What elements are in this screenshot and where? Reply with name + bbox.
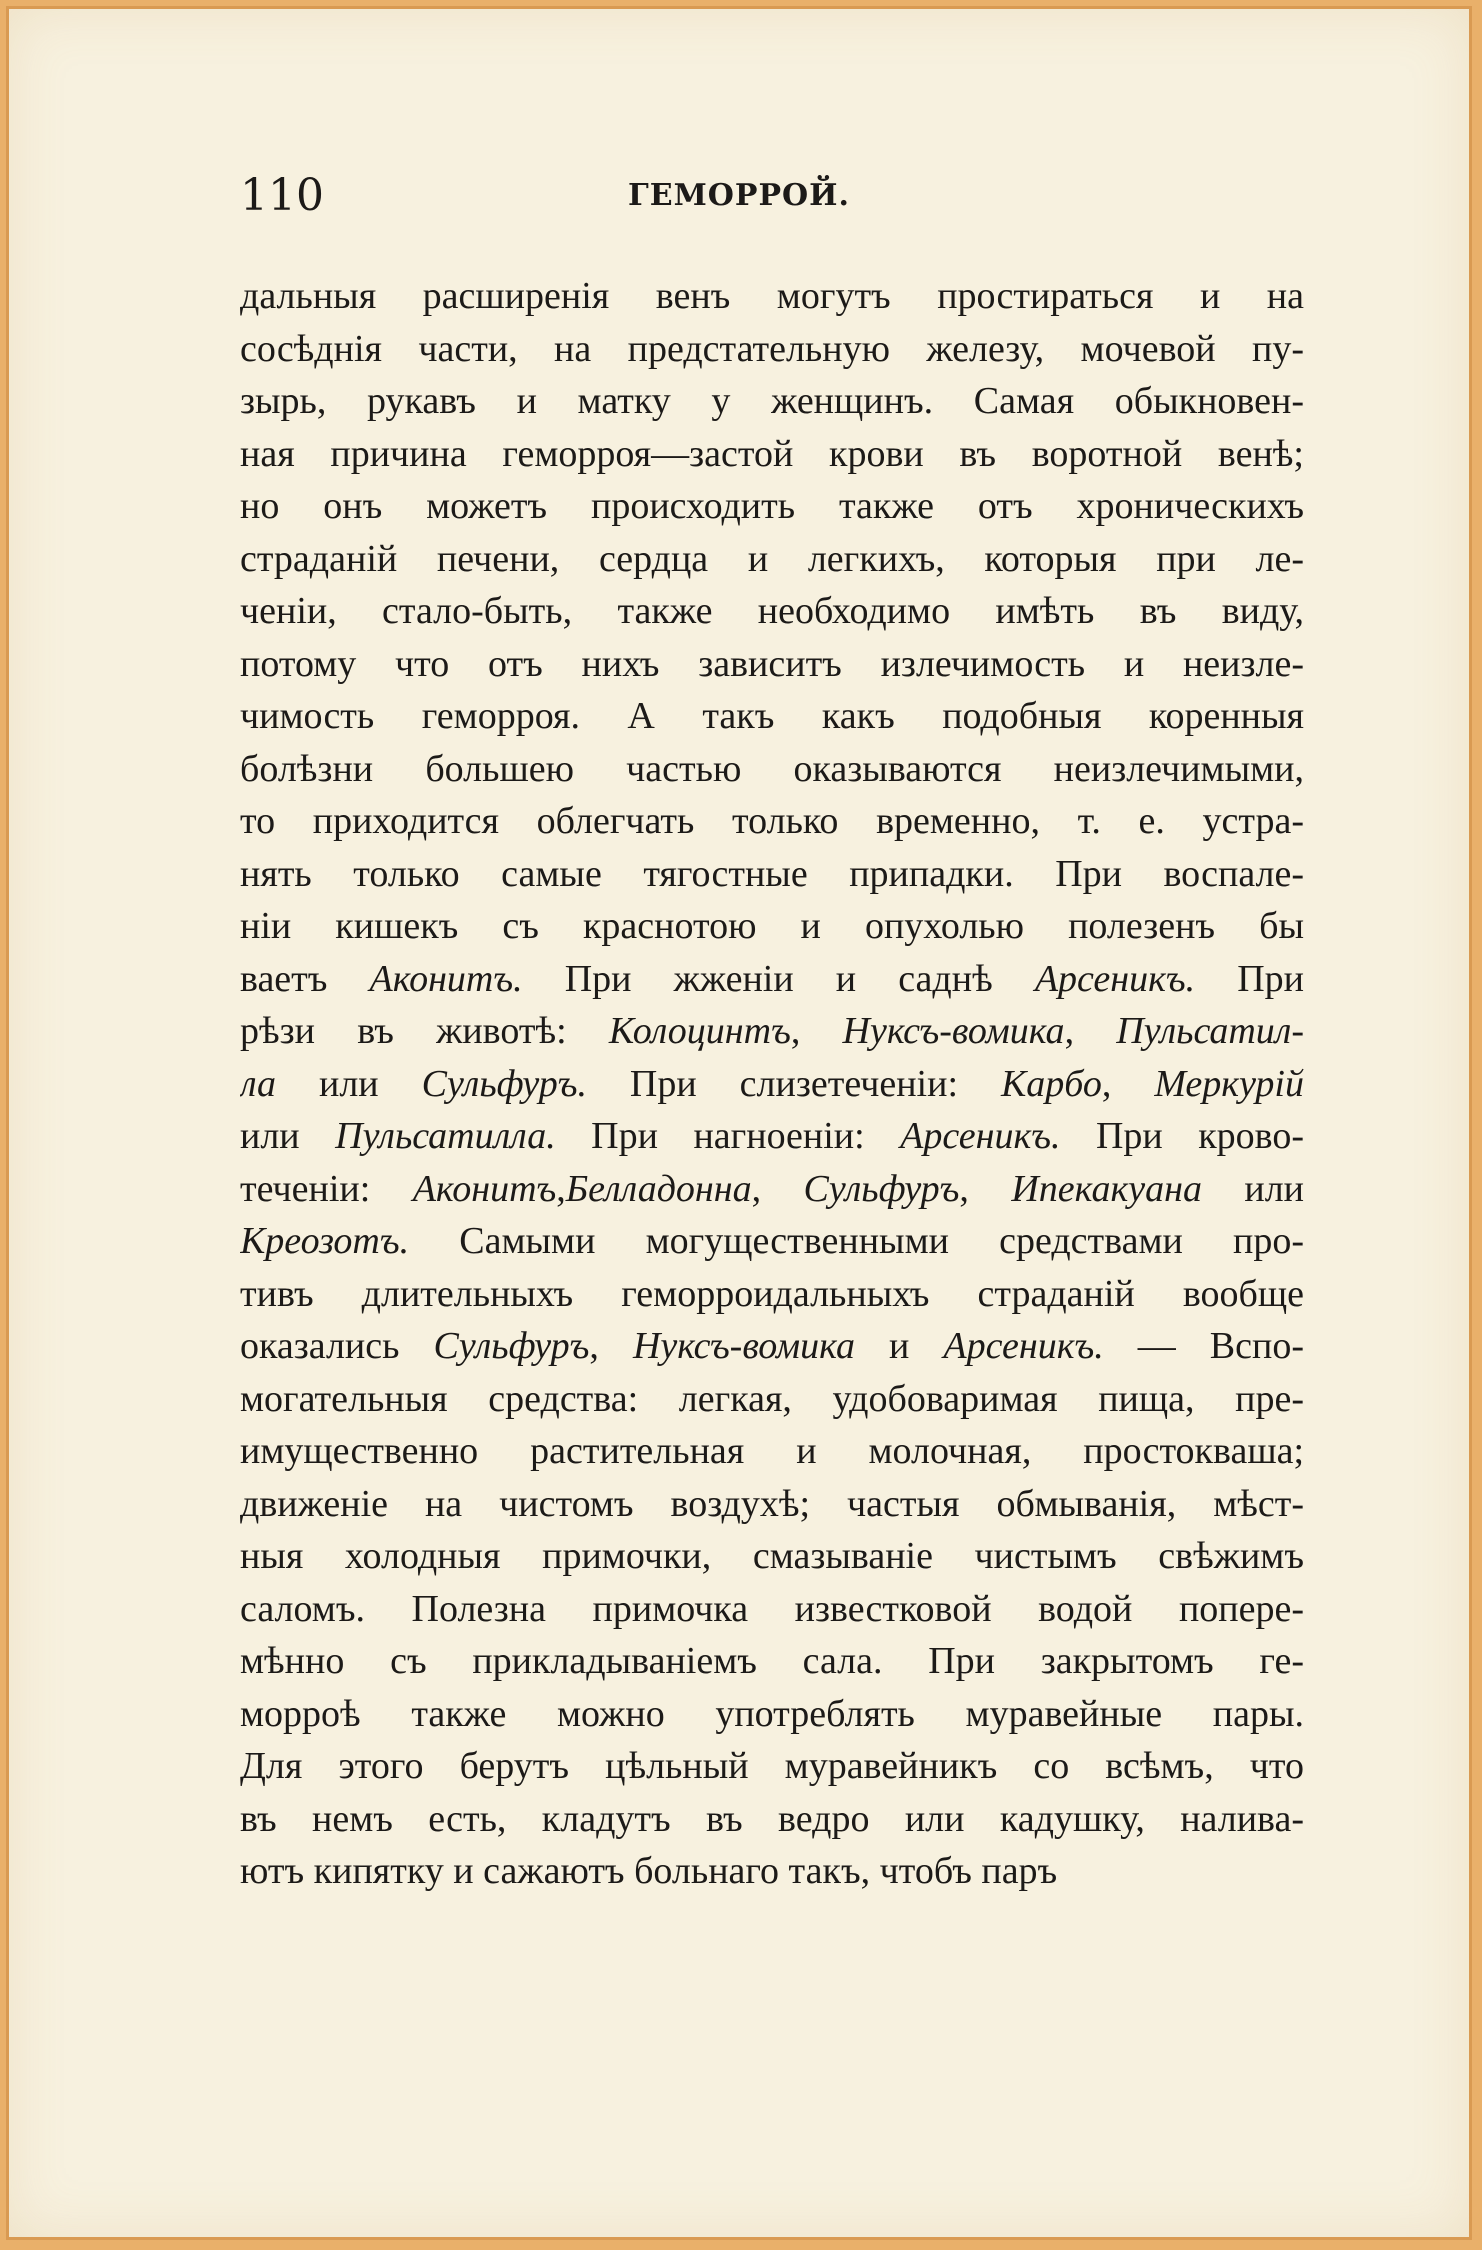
text-segment: ная причина геморроя—застой крови въ воротной венѣ; bbox=[240, 432, 1304, 475]
text-segment: Для этого берутъ цѣльный муравейникъ со всѣмъ, что bbox=[240, 1745, 1304, 1787]
text-line bbox=[240, 1530, 1304, 1583]
body-text bbox=[240, 270, 1304, 1898]
text-line bbox=[240, 1740, 1304, 1793]
text-segment: ныя холодныя примочки, смазываніе чистымъ свѣжимъ bbox=[240, 1535, 1304, 1577]
text-line bbox=[240, 480, 1304, 533]
italic-remedy-name: Арсеникъ. bbox=[1034, 957, 1196, 1000]
text-line bbox=[240, 848, 1304, 901]
text-line bbox=[240, 638, 1304, 691]
text-line bbox=[240, 1268, 1304, 1321]
text-segment: и bbox=[854, 1325, 944, 1367]
text-segment: но онъ можетъ происходить также отъ хроническихъ bbox=[240, 485, 1304, 527]
text-segment: или bbox=[240, 1115, 336, 1157]
text-segment: ютъ кипятку и сажаютъ больнаго такъ, чтобъ паръ bbox=[240, 1850, 1058, 1892]
text-segment: нять только самые тягостные припадки. При воспале- bbox=[240, 852, 1304, 895]
text-line bbox=[240, 690, 1304, 743]
text-segment: , bbox=[589, 1325, 633, 1367]
text-segment: страданій печени, сердца и легкихъ, которыя при ле- bbox=[240, 537, 1304, 580]
italic-remedy-name: Сульфуръ bbox=[433, 1325, 590, 1367]
text-line bbox=[240, 795, 1304, 848]
italic-remedy-name: Белладонна bbox=[565, 1167, 752, 1210]
text-segment: саломъ. Полезна примочка известковой водой попере- bbox=[240, 1587, 1304, 1630]
page-number: 110 bbox=[240, 170, 324, 221]
text-segment: теченіи: bbox=[240, 1167, 413, 1210]
italic-remedy-name: Арсеникъ. bbox=[943, 1325, 1104, 1367]
italic-remedy-name: Креозотъ. bbox=[240, 1220, 410, 1262]
text-line bbox=[240, 1635, 1304, 1688]
italic-remedy-name: Нуксъ-вомика bbox=[632, 1325, 855, 1367]
text-line bbox=[240, 585, 1304, 638]
text-line bbox=[240, 323, 1304, 376]
text-segment: потому что отъ нихъ зависитъ излечимость и неизле- bbox=[240, 642, 1304, 685]
text-line bbox=[240, 1163, 1304, 1216]
text-segment: При слизетеченіи: bbox=[586, 1062, 1001, 1105]
italic-remedy-name: Аконитъ bbox=[412, 1167, 557, 1210]
text-segment: чимость геморроя. А такъ какъ подобныя коренныя bbox=[240, 695, 1304, 737]
text-line bbox=[240, 1845, 1304, 1898]
text-segment: сосѣднія части, на предстательную железу, мочевой пу- bbox=[240, 327, 1304, 370]
text-line bbox=[240, 533, 1304, 586]
italic-remedy-name: Сульфуръ bbox=[803, 1167, 960, 1210]
italic-remedy-name: Арсеникъ. bbox=[900, 1115, 1061, 1157]
text-segment: движеніе на чистомъ воздухѣ; частыя обмыванія, мѣст- bbox=[240, 1482, 1304, 1525]
text-segment: тивъ длительныхъ геморроидальныхъ страданій вообще bbox=[240, 1272, 1304, 1315]
text-segment: мѣнно съ прикладываніемъ сала. При закрытомъ ге- bbox=[240, 1640, 1304, 1682]
italic-remedy-name: Пульсатил- bbox=[1116, 1010, 1304, 1052]
text-segment: , bbox=[790, 1010, 843, 1052]
book-page bbox=[6, 6, 1472, 2240]
text-line bbox=[240, 1583, 1304, 1636]
text-segment: оказались bbox=[240, 1325, 434, 1367]
text-line bbox=[240, 1478, 1304, 1531]
text-line bbox=[240, 1373, 1304, 1426]
text-segment: или bbox=[1201, 1167, 1304, 1210]
page-header bbox=[6, 166, 1472, 226]
text-segment: При bbox=[1195, 957, 1304, 1000]
text-line bbox=[240, 953, 1304, 1006]
text-segment: дальныя расширенія венъ могутъ простираться и на bbox=[240, 275, 1304, 317]
italic-remedy-name: Нуксъ-вомика bbox=[842, 1010, 1065, 1052]
text-segment: или bbox=[276, 1062, 422, 1105]
italic-remedy-name: Меркурій bbox=[1154, 1062, 1304, 1105]
text-segment: ніи кишекъ съ краснотою и опухолью полезенъ бы bbox=[240, 905, 1304, 947]
text-segment: При нагноеніи: bbox=[555, 1115, 901, 1157]
italic-remedy-name: ла bbox=[240, 1062, 277, 1105]
text-segment: , bbox=[1064, 1010, 1117, 1052]
text-line bbox=[240, 1110, 1304, 1163]
text-line bbox=[240, 1425, 1304, 1478]
text-segment: морроѣ также можно употреблять муравейные пары. bbox=[240, 1692, 1304, 1735]
text-segment: , bbox=[1101, 1062, 1155, 1105]
italic-remedy-name: Колоцинтъ bbox=[608, 1010, 791, 1052]
text-segment: зырь, рукавъ и матку у женщинъ. Самая обыкновен- bbox=[240, 380, 1304, 422]
text-segment: рѣзи въ животѣ: bbox=[240, 1010, 609, 1052]
text-segment: Самыми могущественными средствами про- bbox=[409, 1220, 1304, 1262]
text-segment: , bbox=[959, 1167, 1012, 1210]
text-line bbox=[240, 1793, 1304, 1846]
italic-remedy-name: Карбо bbox=[1000, 1062, 1102, 1105]
text-segment: — Вспо- bbox=[1103, 1325, 1304, 1367]
text-segment: При жженіи и саднѣ bbox=[522, 957, 1035, 1000]
text-line bbox=[240, 1320, 1304, 1373]
text-segment: При крово- bbox=[1060, 1115, 1304, 1157]
text-line bbox=[240, 1215, 1304, 1268]
text-line bbox=[240, 428, 1304, 481]
text-segment: могательныя средства: легкая, удобоваримая пища, пре- bbox=[240, 1377, 1304, 1420]
text-line bbox=[240, 900, 1304, 953]
italic-remedy-name: Аконитъ. bbox=[369, 957, 523, 1000]
text-segment: , bbox=[751, 1167, 804, 1210]
text-segment: ваетъ bbox=[240, 957, 370, 1000]
text-line bbox=[240, 743, 1304, 796]
text-line bbox=[240, 1688, 1304, 1741]
text-line bbox=[240, 270, 1304, 323]
running-title: ГЕМОРРОЙ. bbox=[628, 178, 850, 213]
text-segment: , bbox=[556, 1167, 566, 1210]
text-line bbox=[240, 375, 1304, 428]
italic-remedy-name: Ипекакуана bbox=[1011, 1167, 1202, 1210]
text-line bbox=[240, 1058, 1304, 1111]
text-line bbox=[240, 1005, 1304, 1058]
text-segment: болѣзни большею частью оказываются неизлечимыми, bbox=[240, 747, 1304, 790]
text-segment: имущественно растительная и молочная, простокваша; bbox=[240, 1430, 1304, 1472]
italic-remedy-name: Пульсатилла. bbox=[335, 1115, 556, 1157]
text-segment: то приходится облегчать только временно, т. е. устра- bbox=[240, 800, 1304, 842]
text-segment: ченіи, стало-быть, также необходимо имѣть въ виду, bbox=[240, 590, 1304, 632]
text-segment: въ немъ есть, кладутъ въ ведро или кадушку, налива- bbox=[240, 1797, 1304, 1840]
italic-remedy-name: Сульфуръ. bbox=[421, 1062, 587, 1105]
